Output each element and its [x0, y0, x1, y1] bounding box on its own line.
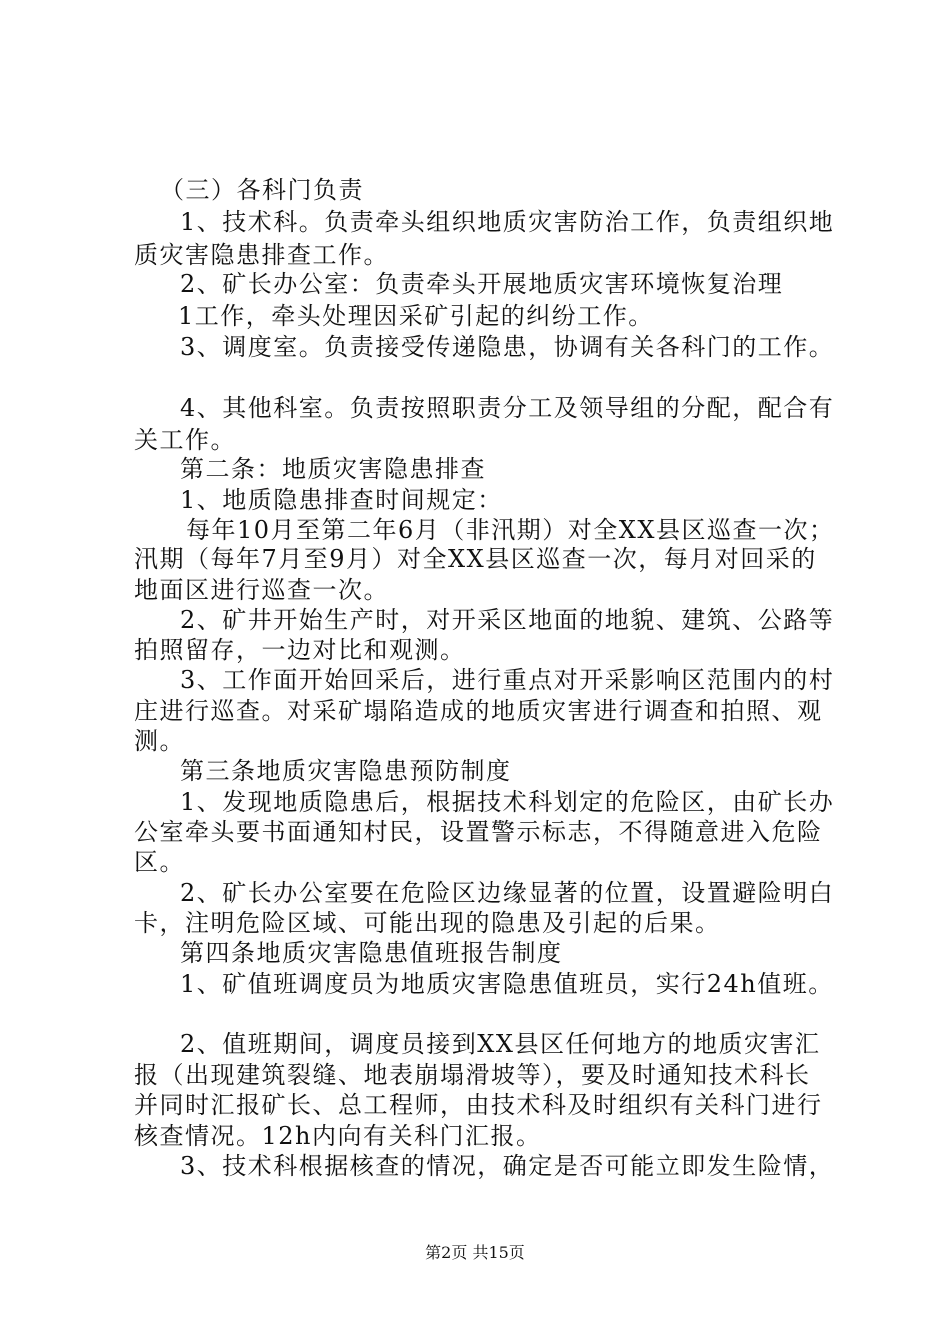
page-footer: 第2页 共15页	[425, 1243, 525, 1262]
paragraph-line: 关工作。	[134, 426, 236, 454]
paragraph-line: 地面区进行巡查一次。	[134, 576, 389, 604]
paragraph-line: 2、值班期间，调度员接到XX县区任何地方的地质灾害汇	[180, 1030, 821, 1058]
paragraph-line: 3、工作面开始回采后，进行重点对开采影响区范围内的村	[180, 666, 835, 694]
paragraph-line: 3、技术科根据核查的情况，确定是否可能立即发生险情，	[180, 1152, 835, 1180]
paragraph-line: 区。	[134, 848, 185, 876]
paragraph-line: 拍照留存，一边对比和观测。	[134, 636, 466, 664]
paragraph-line: 1工作，牵头处理因采矿引起的纠纷工作。	[178, 302, 654, 330]
paragraph-line: 每年10月至第二年6月（非汛期）对全XX县区巡查一次；	[186, 516, 835, 544]
paragraph-line: 2、矿长办公室：负责牵头开展地质灾害环境恢复治理	[180, 270, 784, 298]
paragraph-line: 卡，注明危险区域、可能出现的隐患及引起的后果。	[134, 909, 721, 937]
section-heading: （三）各科门负责	[160, 176, 364, 204]
article-heading: 第四条地质灾害隐患值班报告制度	[180, 939, 563, 967]
paragraph-line: 1、矿值班调度员为地质灾害隐患值班员，实行24h值班。	[180, 970, 834, 998]
paragraph-line: 4、其他科室。负责按照职责分工及领导组的分配，配合有	[180, 394, 835, 422]
paragraph-line: 核查情况。12h内向有关科门汇报。	[134, 1122, 542, 1150]
paragraph-line: 2、矿井开始生产时，对开采区地面的地貌、建筑、公路等	[180, 606, 835, 634]
article-heading: 第二条：地质灾害隐患排查	[180, 455, 486, 483]
paragraph-line: 测。	[134, 727, 185, 755]
article-heading: 第三条地质灾害隐患预防制度	[180, 757, 512, 785]
paragraph-line: 公室牵头要书面通知村民，设置警示标志，不得随意进入危险	[134, 818, 823, 846]
paragraph-line: 并同时汇报矿长、总工程师，由技术科及时组织有关科门进行	[134, 1091, 823, 1119]
paragraph-line: 2、矿长办公室要在危险区边缘显著的位置，设置避险明白	[180, 879, 835, 907]
paragraph-line: 质灾害隐患排查工作。	[134, 241, 389, 269]
paragraph-line: 1、地质隐患排查时间规定：	[180, 486, 503, 514]
paragraph-line: 1、发现地质隐患后，根据技术科划定的危险区，由矿长办	[180, 788, 835, 816]
paragraph-line: 庄进行巡查。对采矿塌陷造成的地质灾害进行调查和拍照、观	[134, 697, 823, 725]
paragraph-line: 汛期（每年7月至9月）对全XX县区巡查一次，每月对回采的	[134, 545, 817, 573]
paragraph-line: 1、技术科。负责牵头组织地质灾害防治工作，负责组织地	[180, 208, 835, 236]
paragraph-line: 报（出现建筑裂缝、地表崩塌滑坡等），要及时通知技术科长	[134, 1061, 811, 1089]
paragraph-line: 3、调度室。负责接受传递隐患，协调有关各科门的工作。	[180, 333, 835, 361]
